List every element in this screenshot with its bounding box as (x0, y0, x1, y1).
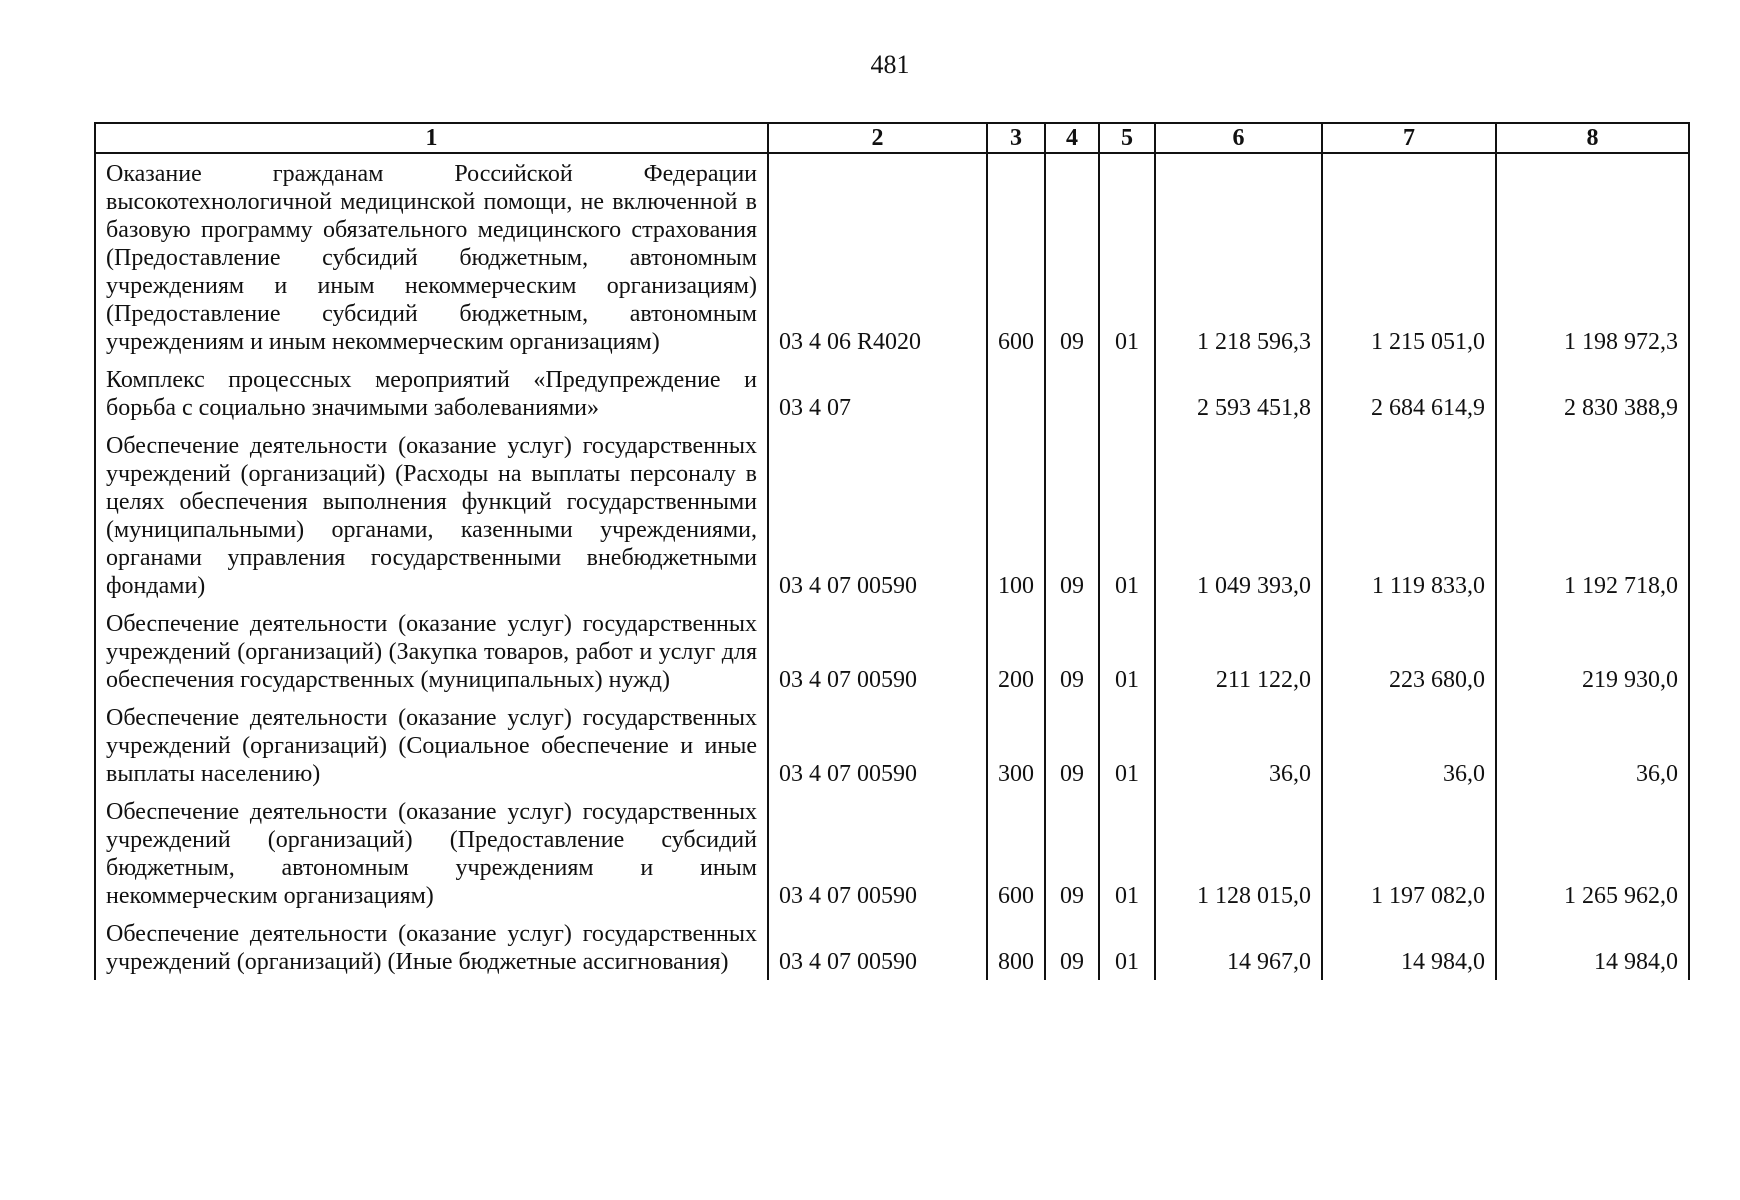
row-amount-col7: 14 984,0 (1322, 914, 1496, 980)
row-subsection (1099, 360, 1155, 426)
row-amount-col6: 14 967,0 (1155, 914, 1322, 980)
row-amount-col8: 1 198 972,3 (1496, 153, 1689, 360)
row-expense-type: 600 (987, 792, 1045, 914)
row-code: 03 4 07 00590 (768, 792, 987, 914)
row-amount-col7: 223 680,0 (1322, 604, 1496, 698)
table-row (95, 792, 1689, 914)
row-section: 09 (1045, 792, 1099, 914)
row-expense-type (987, 360, 1045, 426)
row-section (1045, 360, 1099, 426)
row-amount-col8: 36,0 (1496, 698, 1689, 792)
row-code: 03 4 06 R4020 (768, 153, 987, 360)
row-expense-type: 200 (987, 604, 1045, 698)
row-amount-col7: 1 197 082,0 (1322, 792, 1496, 914)
row-code: 03 4 07 00590 (768, 698, 987, 792)
row-expense-type: 600 (987, 153, 1045, 360)
row-name: Оказание гражданам Российской Федерации высокотехнологичной медицинской помощи, не включенной в базовую программу обязательного медицинского страхования (Предоставление субсидий бюджетным, автономным учреждениям и иным некоммерческим организациям) (Предоставление субсидий бюджетным, автономным учреждениям и иным некоммерческим организациям) (95, 153, 768, 360)
column-header: 5 (1099, 123, 1155, 153)
row-expense-type: 300 (987, 698, 1045, 792)
row-amount-col8: 1 192 718,0 (1496, 426, 1689, 604)
table-row (95, 698, 1689, 792)
column-header: 4 (1045, 123, 1099, 153)
row-section: 09 (1045, 604, 1099, 698)
row-amount-col7: 1 215 051,0 (1322, 153, 1496, 360)
row-expense-type: 800 (987, 914, 1045, 980)
column-header: 8 (1496, 123, 1689, 153)
row-amount-col7: 36,0 (1322, 698, 1496, 792)
row-name: Комплекс процессных мероприятий «Предупреждение и борьба с социально значимыми заболеваниями» (95, 360, 768, 426)
row-amount-col8: 14 984,0 (1496, 914, 1689, 980)
row-code: 03 4 07 00590 (768, 604, 987, 698)
column-header: 6 (1155, 123, 1322, 153)
row-amount-col8: 219 930,0 (1496, 604, 1689, 698)
row-section: 09 (1045, 426, 1099, 604)
row-amount-col8: 2 830 388,9 (1496, 360, 1689, 426)
row-subsection: 01 (1099, 604, 1155, 698)
table-row (95, 360, 1689, 426)
row-name: Обеспечение деятельности (оказание услуг) государственных учреждений (организаций) (Предоставление субсидий бюджетным, автономным учреждениям и иным некоммерческим организациям) (95, 792, 768, 914)
table-row (95, 604, 1689, 698)
row-name: Обеспечение деятельности (оказание услуг) государственных учреждений (организаций) (Социальное обеспечение и иные выплаты населению) (95, 698, 768, 792)
row-subsection: 01 (1099, 792, 1155, 914)
row-amount-col8: 1 265 962,0 (1496, 792, 1689, 914)
row-section: 09 (1045, 153, 1099, 360)
row-amount-col7: 1 119 833,0 (1322, 426, 1496, 604)
row-subsection: 01 (1099, 153, 1155, 360)
column-header: 1 (95, 123, 768, 153)
column-header: 7 (1322, 123, 1496, 153)
row-section: 09 (1045, 698, 1099, 792)
table-row (95, 426, 1689, 604)
row-amount-col6: 1 128 015,0 (1155, 792, 1322, 914)
row-name: Обеспечение деятельности (оказание услуг) государственных учреждений (организаций) (Расходы на выплаты персоналу в целях обеспечения выполнения функций государственными (муниципальными) органами, казенными учреждениями, органами управления государственными внебюджетными фондами) (95, 426, 768, 604)
row-name: Обеспечение деятельности (оказание услуг) государственных учреждений (организаций) (Закупка товаров, работ и услуг для обеспечения государственных (муниципальных) нужд) (95, 604, 768, 698)
page-number: 481 (870, 50, 910, 79)
row-expense-type: 100 (987, 426, 1045, 604)
row-amount-col6: 36,0 (1155, 698, 1322, 792)
row-amount-col6: 1 218 596,3 (1155, 153, 1322, 360)
row-code: 03 4 07 (768, 360, 987, 426)
row-amount-col6: 211 122,0 (1155, 604, 1322, 698)
table-row (95, 914, 1689, 980)
row-subsection: 01 (1099, 698, 1155, 792)
row-amount-col6: 1 049 393,0 (1155, 426, 1322, 604)
row-code: 03 4 07 00590 (768, 426, 987, 604)
header-row (95, 123, 1689, 153)
row-section: 09 (1045, 914, 1099, 980)
column-header: 3 (987, 123, 1045, 153)
row-amount-col7: 2 684 614,9 (1322, 360, 1496, 426)
row-subsection: 01 (1099, 914, 1155, 980)
column-header: 2 (768, 123, 987, 153)
budget-table-container (94, 122, 1688, 980)
row-code: 03 4 07 00590 (768, 914, 987, 980)
budget-table (94, 122, 1690, 980)
row-amount-col6: 2 593 451,8 (1155, 360, 1322, 426)
table-row (95, 153, 1689, 360)
row-name: Обеспечение деятельности (оказание услуг) государственных учреждений (организаций) (Иные бюджетные ассигнования) (95, 914, 768, 980)
row-subsection: 01 (1099, 426, 1155, 604)
